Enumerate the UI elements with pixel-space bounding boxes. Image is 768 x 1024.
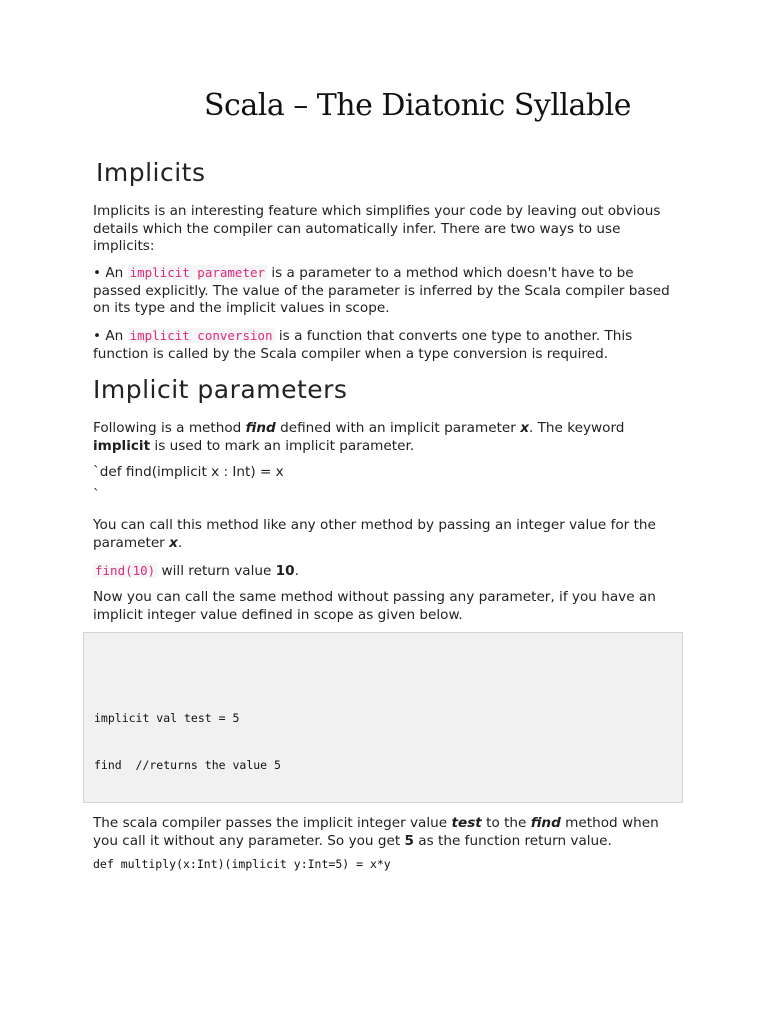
paragraph-without-parameter: Now you can call the same method without passing any parameter, if you have an implicit integer value defined in scope as given below. <box>93 589 656 623</box>
text-segment: Following is a method <box>93 420 246 436</box>
bullet-prefix: • An <box>93 265 128 281</box>
code-block <box>83 632 683 803</box>
bullet-implicit-conversion <box>93 327 678 363</box>
bullet-implicit-parameter <box>93 264 678 318</box>
inline-code-implicit-parameter: implicit parameter <box>129 265 266 280</box>
bullet-prefix: • An <box>93 328 128 344</box>
snippet-line-def: `def find(implicit x : Int) = x <box>93 464 284 480</box>
text-segment: . <box>294 563 299 579</box>
paragraph-compiler-passes <box>93 815 678 850</box>
emphasis-find: find <box>530 815 561 831</box>
text-segment: You can call this method like any other method by passing an integer value for the parameter <box>93 517 656 551</box>
emphasis-implicit: implicit <box>93 437 151 454</box>
text-segment: . <box>177 534 183 551</box>
text-segment: as the function return value. <box>413 832 612 849</box>
emphasis-x: x <box>169 534 178 551</box>
emphasis-5: 5 <box>404 832 414 849</box>
text-segment: is used to mark an implicit parameter. <box>150 437 415 454</box>
document-title: Scala – The Diatonic Syllable <box>204 88 631 123</box>
text-segment: defined with an implicit parameter <box>275 420 521 436</box>
emphasis-10: 10 <box>275 563 295 579</box>
heading-implicits: Implicits <box>96 158 206 187</box>
paragraph-call-method <box>93 517 678 552</box>
emphasis-find: find <box>245 420 276 436</box>
text-segment: . The keyword <box>528 420 625 436</box>
emphasis-test: test <box>451 815 482 831</box>
text-segment: method when you call it without any parameter. So you get <box>93 815 659 849</box>
code-line-find: find //returns the value 5 <box>94 758 281 772</box>
snippet-line-backtick: ` <box>93 487 100 503</box>
paragraph-find-10 <box>93 562 678 581</box>
paragraph-intro: Implicits is an interesting feature which simplifies your code by leaving out obvious details which the compiler can automatically infer. There are two ways to use implicits: <box>93 203 661 254</box>
text-segment: will return value <box>157 563 276 579</box>
inline-code-find-10: find(10) <box>95 563 156 578</box>
text-segment: The scala compiler passes the implicit integer value <box>93 815 452 831</box>
emphasis-x: x <box>520 420 529 436</box>
bullet-text: is a function that converts one type to another. This function is called by the Scala compiler when a type conversion is required. <box>93 328 633 362</box>
text-segment: to the <box>481 815 531 831</box>
paragraph-find-method <box>93 420 678 455</box>
bullet-text: is a parameter to a method which doesn't have to be passed explicitly. The value of the parameter is inferred by the Scala compiler based on its type and the implicit values in scope. <box>93 265 670 316</box>
code-line-multiply: def multiply(x:Int)(implicit y:Int=5) = x*y <box>93 857 391 871</box>
heading-implicit-parameters: Implicit parameters <box>93 375 348 404</box>
code-line-implicit-val: implicit val test = 5 <box>94 711 240 725</box>
inline-code-implicit-conversion: implicit conversion <box>129 328 273 343</box>
